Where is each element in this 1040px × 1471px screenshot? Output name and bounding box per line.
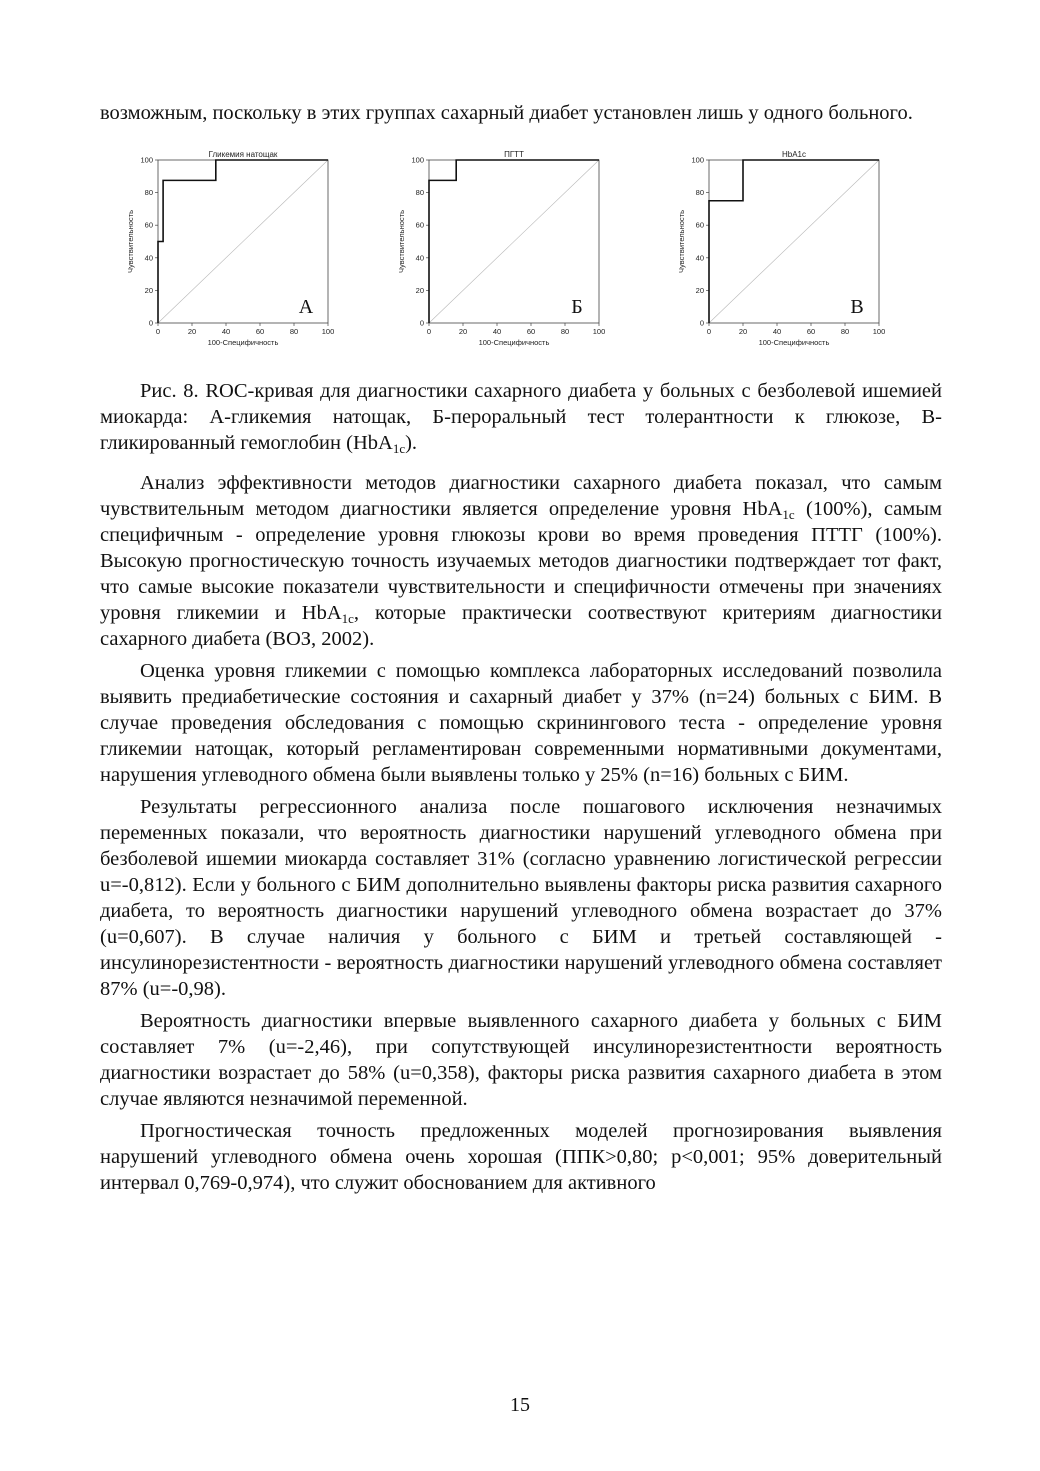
- chart-ogtt-svg: [393, 148, 606, 348]
- y-tick-label: 80: [415, 188, 424, 198]
- x-tick-label: 80: [560, 327, 570, 336]
- paragraph-probability: Вероятность диагностики впервые выявленного сахарного диабета у больных с БИМ составляет 7% (u=-2,46), при сопутствующей инсулинорезистентности вероятность диагностики возрастает до 58% (u=0,358), факторы риска развития сахарного диабета в этом случае являются незначимой переменной.: [100, 1010, 942, 1110]
- p1-subscript-1: 1c: [782, 507, 795, 522]
- p1-text-a: Анализ эффективности методов диагностики сахарного диабета показал, что самым чувствительным методом диагностики является определение уровня HbA: [100, 472, 942, 520]
- y-tick-label: 20: [415, 285, 424, 295]
- y-tick-label: 40: [415, 253, 424, 263]
- y-tick-label: 0: [699, 318, 704, 328]
- y-tick-label: 100: [140, 155, 153, 165]
- intro-paragraph: возможным, поскольку в этих группах сахарный диабет установлен лишь у одного больного.: [100, 102, 913, 124]
- y-tick-label: 20: [144, 285, 153, 295]
- y-tick-label: 20: [695, 285, 704, 295]
- y-axis-label: Чувствительность: [677, 210, 686, 273]
- chart-hba1c: [673, 148, 886, 348]
- y-axis-label: Чувствительность: [397, 210, 406, 273]
- x-tick-label: 40: [492, 327, 502, 336]
- x-tick-label: 60: [526, 327, 536, 336]
- x-tick-label: 20: [738, 327, 748, 336]
- x-tick-label: 60: [255, 327, 265, 336]
- chart-ogtt: [393, 148, 606, 348]
- chart-title: HbA1c: [781, 150, 807, 159]
- y-tick-label: 80: [144, 188, 153, 198]
- p1-subscript-2: 1c: [341, 611, 354, 626]
- caption-text: Рис. 8. ROC-кривая для диагностики сахарного диабета у больных с безболевой ишемией миокарда: А-гликемия натощак, Б-пероральный тест толерантности к глюкозе, В-гликированный гемоглобин (HbA: [100, 380, 942, 454]
- page-number: 15: [510, 1394, 530, 1416]
- x-axis-label: 100-Специфичность: [758, 338, 830, 347]
- y-tick-label: 100: [691, 155, 704, 165]
- paragraph-regression: Результаты регрессионного анализа после пошагового исключения незначимых переменных показали, что вероятность диагностики нарушений углеводного обмена при безболевой ишемии миокарда составляет 31% (согласно уравнению логистической регрессии u=-0,812). Если у больного с БИМ дополнительно выявлены факторы риска развития сахарного диабета, то вероятность диагностики нарушений углеводного обмена возрастает до 37% (u=0,607). В случае наличия у больного с БИМ и третьей составляющей - инсулинорезистентности - вероятность диагностики нарушений углеводного обмена составляет 87% (u=-0,98).: [100, 796, 942, 1000]
- x-tick-label: 0: [426, 327, 432, 336]
- x-tick-label: 40: [772, 327, 782, 336]
- panel-letter: Б: [571, 296, 583, 318]
- x-tick-label: 100: [592, 327, 606, 336]
- chart-title: Гликемия натощак: [208, 150, 278, 159]
- chart-glycemia-fasting: [122, 148, 335, 348]
- p1-text-b: (100%), самым специфичным - определение уровня глюкозы крови во время проведения ПТТГ (100%). Высокую прогностическую точность изучаемых методов диагностики подтверждает тот факт, что самые высокие показатели чувствительности и специфичности отмечены при значениях уровня гликемии и HbA: [100, 498, 942, 624]
- chart-hba1c-svg: [673, 148, 886, 348]
- figure-caption: [100, 378, 942, 456]
- panel-letter: В: [850, 296, 864, 318]
- chart-title: ПГТТ: [504, 150, 524, 159]
- y-tick-label: 60: [695, 220, 704, 230]
- paragraph-glycemia-assessment: Оценка уровня гликемии с помощью комплекса лабораторных исследований позволила выявить предиабетические состояния и сахарный диабет у 37% (n=24) больных с БИМ. В случае проведения обследования с помощью скринингового теста - определение уровня гликемии натощак, который регламентирован современными нормативными документами, нарушения углеводного обмена были выявлены только у 25% (n=16) больных с БИМ.: [100, 660, 942, 786]
- x-tick-label: 60: [806, 327, 816, 336]
- y-tick-label: 0: [419, 318, 424, 328]
- y-tick-label: 80: [695, 188, 704, 198]
- panel-letter: А: [298, 296, 314, 318]
- figure-roc-curves: [100, 148, 942, 370]
- paragraph-analysis: [100, 470, 942, 652]
- x-tick-label: 100: [321, 327, 335, 336]
- x-tick-label: 0: [155, 327, 161, 336]
- page-content: [100, 100, 942, 1196]
- x-axis-label: 100-Специфичность: [207, 338, 279, 347]
- paragraph-accuracy: Прогностическая точность предложенных моделей прогнозирования выявления нарушений углеводного обмена очень хорошая (ППК>0,80; p<0,001; 95% доверительный интервал 0,769-0,974), что служит обоснованием для активного: [100, 1120, 942, 1194]
- x-tick-label: 0: [706, 327, 712, 336]
- x-tick-label: 40: [221, 327, 231, 336]
- x-tick-label: 20: [187, 327, 197, 336]
- y-tick-label: 60: [144, 220, 153, 230]
- y-tick-label: 100: [411, 155, 424, 165]
- chart-glycemia-fasting-svg: [122, 148, 335, 348]
- x-tick-label: 100: [872, 327, 886, 336]
- y-tick-label: 60: [415, 220, 424, 230]
- x-tick-label: 20: [458, 327, 468, 336]
- y-tick-label: 40: [695, 253, 704, 263]
- y-axis-label: Чувствительность: [126, 210, 135, 273]
- y-tick-label: 0: [148, 318, 153, 328]
- x-axis-label: 100-Специфичность: [478, 338, 550, 347]
- x-tick-label: 80: [840, 327, 850, 336]
- caption-end: ).: [405, 432, 418, 454]
- y-tick-label: 40: [144, 253, 153, 263]
- caption-subscript: 1c: [392, 441, 406, 456]
- p1-text-c: , которые практически соотвествуют критериям диагностики сахарного диабета (ВОЗ, 2002).: [100, 602, 942, 650]
- x-tick-label: 80: [289, 327, 299, 336]
